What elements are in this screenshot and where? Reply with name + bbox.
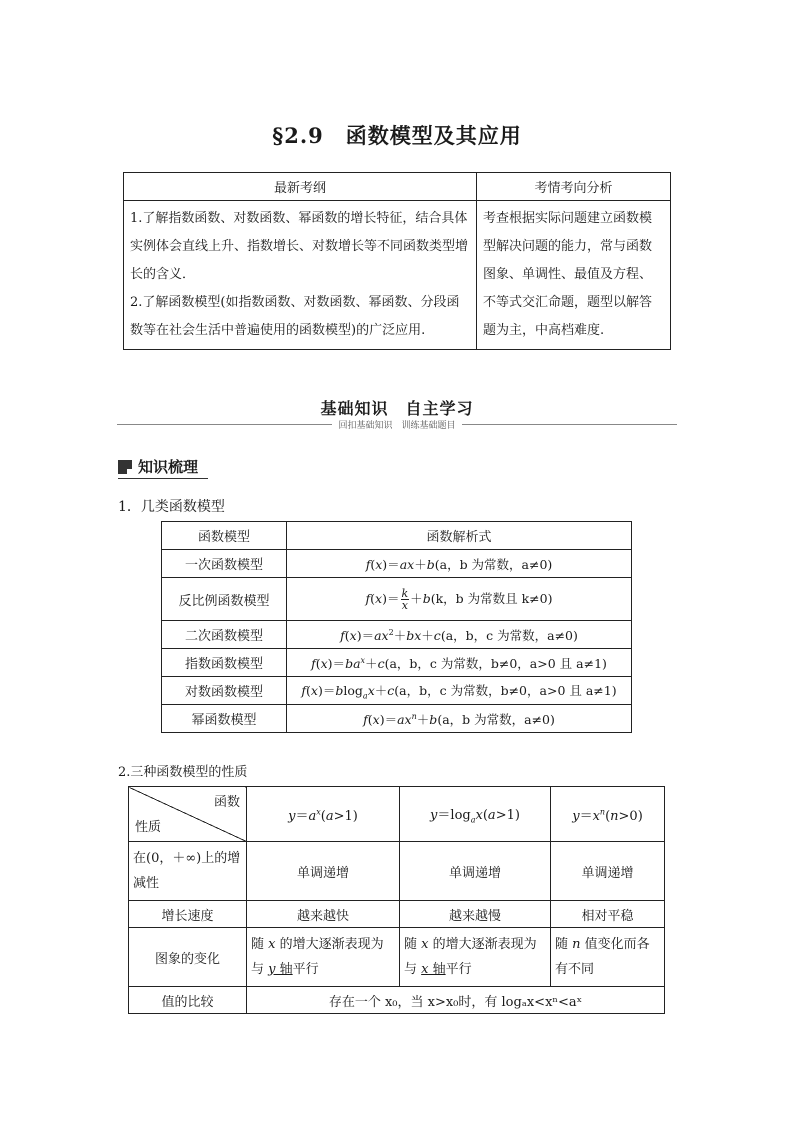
monotone-log: 单调递增	[400, 842, 551, 901]
heading-models: 1．几类函数模型	[118, 499, 225, 515]
graph-log: 随 x 的增大逐渐表现为与 x 轴平行	[400, 928, 551, 987]
graph-pow: 随 n 值变化而各有不同	[551, 928, 665, 987]
monotone-exp: 单调递增	[247, 842, 400, 901]
header-pow: $y=x^n(n>0)$	[551, 787, 665, 842]
compare-label: 值的比较	[129, 987, 247, 1014]
header-exp: $y=a^x(a>1)$	[247, 787, 400, 842]
syllabus-table	[123, 172, 671, 350]
syllabus-cell	[124, 201, 477, 350]
analysis-cell: 考查根据实际问题建立函数模型解决问题的能力，常与函数图象、单调性、最值及方程、不等式交汇命题，题型以解答题为主，中高档难度.	[477, 201, 671, 350]
monotone-pow: 单调递增	[551, 842, 665, 901]
knowledge-heading	[118, 456, 198, 477]
syllabus-item-1: 1.了解指数函数、对数函数、幂函数的增长特征，结合具体实例体会直线上升、指数增长、对数增长等不同函数类型增长的含义．	[130, 211, 469, 282]
model-formula: f(x)＝ax＋b(a，b 为常数，a≠0)	[287, 550, 632, 578]
model-name: 对数函数模型	[162, 677, 287, 705]
knowledge-label: 知识梳理	[138, 458, 199, 476]
model-formula: f(x)＝ $\frac{k}{x}$ ＋b(k，b 为常数且 k≠0)	[287, 578, 632, 621]
speed-log: 越来越慢	[400, 901, 551, 928]
models-header-formula: 函数解析式	[287, 522, 632, 550]
monotone-label: 在(0，＋∞)上的增减性	[129, 842, 247, 901]
diag-bottom-label: 性质	[135, 820, 162, 835]
model-name: 一次函数模型	[162, 550, 287, 578]
speed-pow: 相对平稳	[551, 901, 665, 928]
section-number: §2.9	[272, 123, 324, 148]
model-formula: $f(x)=ax^2+bx+c(a$，b，c 为常数，a≠0)	[287, 621, 632, 649]
model-formula: $f(x)=ax^n+b(a$，b 为常数，a≠0)	[287, 705, 632, 733]
square-icon	[118, 460, 132, 474]
speed-exp: 越来越快	[247, 901, 400, 928]
heading-properties: 2.三种函数模型的性质	[118, 765, 248, 780]
speed-label: 增长速度	[129, 901, 247, 928]
model-name: 反比例函数模型	[162, 578, 287, 621]
model-name: 指数函数模型	[162, 649, 287, 677]
model-name: 幂函数模型	[162, 705, 287, 733]
page-title	[0, 120, 794, 150]
models-header-model: 函数模型	[162, 522, 287, 550]
syllabus-item-2: 2.了解函数模型(如指数函数、对数函数、幂函数、分段函数等在社会生活中普遍使用的函数模型)的广泛应用.	[130, 295, 460, 338]
model-formula: f(x)＝blog$_a$x＋c(a，b，c 为常数，b≠0，a>0 且 a≠1)	[287, 677, 632, 705]
model-name: 二次函数模型	[162, 621, 287, 649]
diag-top-label: 函数	[213, 795, 240, 810]
graph-exp: 随 x 的增大逐渐表现为与 y 轴平行	[247, 928, 400, 987]
diagonal-header-cell	[129, 787, 247, 842]
model-formula: $f(x)=ba^x+c(a$，b，c 为常数，b≠0，a>0 且 a≠1)	[287, 649, 632, 677]
properties-table	[128, 786, 665, 1014]
section-name: 函数模型及其应用	[345, 123, 522, 148]
compare-text: 存在一个 x₀，当 x>x₀时，有 logₐx<xⁿ<aˣ	[247, 987, 665, 1014]
knowledge-underline	[118, 478, 208, 479]
section-header-title: 基础知识 自主学习	[320, 399, 474, 418]
analysis-header: 考情考向分析	[477, 173, 671, 201]
syllabus-header: 最新考纲	[124, 173, 477, 201]
models-table	[161, 521, 632, 733]
header-log: $y=\log_ax(a>1)$	[400, 787, 551, 842]
section-header-subtitle: 回扣基础知识 训练基础题目	[0, 418, 794, 431]
graph-label: 图象的变化	[129, 928, 247, 987]
